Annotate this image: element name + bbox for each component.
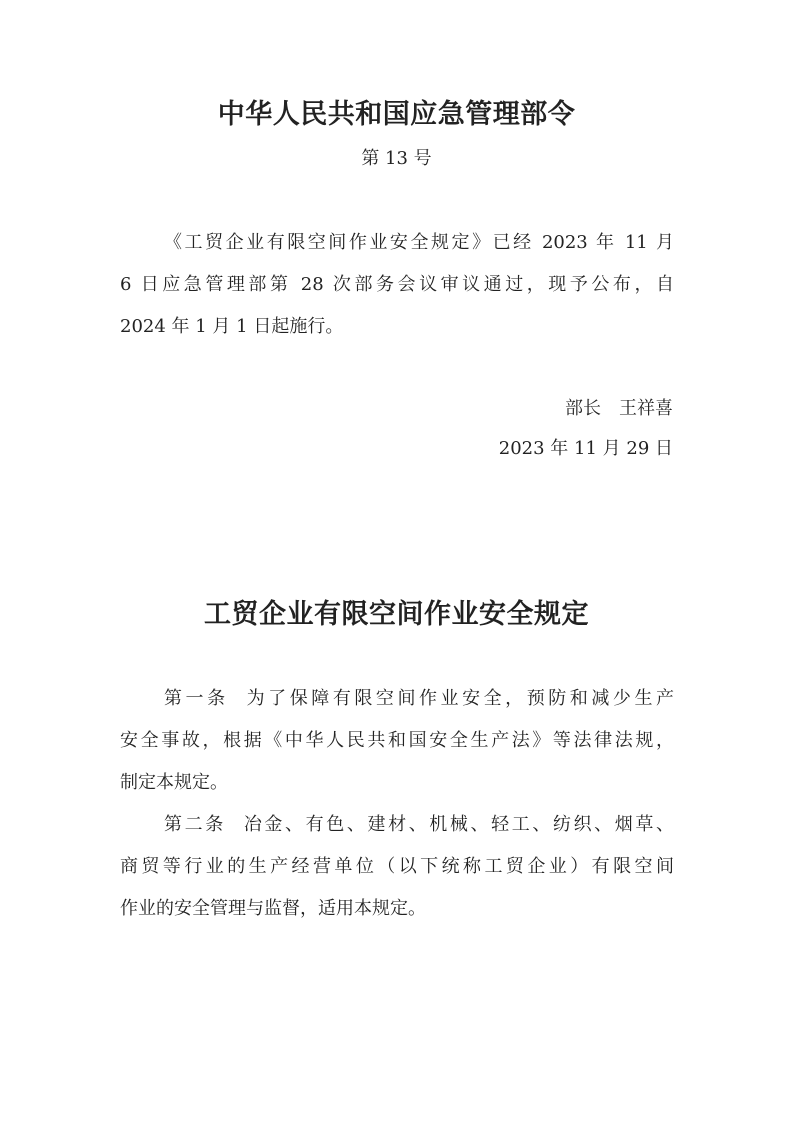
signature-date: 2023 年 11 月 29 日 [498, 438, 673, 459]
article-2-line-3: 作业的安全管理与监督，适用本规定。 [120, 898, 426, 919]
promulgation-notice [120, 222, 674, 348]
article-1-line-2: 安全事故，根据《中华人民共和国安全生产法》等法律法规， [120, 730, 674, 751]
signature-block [499, 389, 673, 469]
article-1 [120, 678, 674, 804]
order-number: 第 13 号 [361, 148, 432, 169]
article-2-label: 第二条 [164, 814, 226, 835]
article-2 [120, 804, 674, 930]
article-1-line-1 [120, 678, 674, 720]
article-1-line-3: 制定本规定。 [120, 772, 228, 793]
signatory-role: 部长 [565, 398, 601, 419]
article-2-line-1 [120, 804, 674, 846]
article-2-line-1-text: 冶金、有色、建材、机械、轻工、纺织、烟草、 [243, 814, 674, 835]
order-title: 中华人民共和国应急管理部令 [217, 99, 576, 130]
notice-line-3: 2024 年 1 月 1 日起施行。 [120, 316, 344, 337]
notice-line-1: 《工贸企业有限空间作业安全规定》已经 2023 年 11 月 [164, 232, 674, 253]
signatory-name: 王祥喜 [619, 398, 673, 419]
regulation-title: 工贸企业有限空间作业安全规定 [204, 599, 589, 630]
article-1-line-1-text: 为了保障有限空间作业安全，预防和减少生产 [246, 688, 675, 709]
notice-line-2: 6 日应急管理部第 28 次部务会议审议通过，现予公布，自 [120, 274, 674, 295]
signatory [499, 389, 673, 429]
article-2-line-2: 商贸等行业的生产经营单位（以下统称工贸企业）有限空间 [120, 856, 674, 877]
article-1-label: 第一条 [164, 688, 229, 709]
